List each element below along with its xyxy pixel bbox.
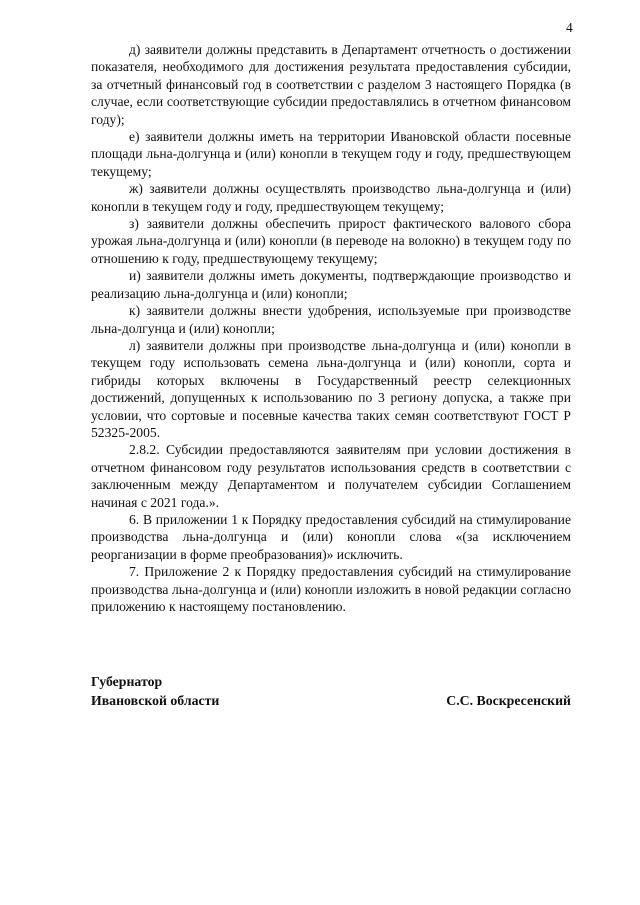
paragraph-zh: ж) заявители должны осуществлять производство льна-долгунца и (или) конопли в текущем году и году, предшествующем текущему; [91,181,571,214]
paragraph-d: д) заявители должны представить в Департамент отчетность о достижении показателя, необходимого для достижения результата предоставления субсидии, за отчетный финансовый год в соответствии с разделом 3 настоящего Порядка (в случае, если соответствующие субсидии предоставлялись в отчетном финансовом году); [91,42,571,127]
paragraph-6: 6. В приложении 1 к Порядку предоставления субсидий на стимулирование производства льна-долгунца и (или) конопли слова «(за исключением реорганизации в форме преобразования)» исключить. [91,511,571,562]
signatory-region: Ивановской области [91,693,220,708]
page-number: 4 [566,20,573,35]
paragraph-z: з) заявители должны обеспечить прирост фактического валового сбора урожая льна-долгунца и (или) конопли (в переводе на волокно) в текущем году по отношению к году, предшествующему текущему; [91,216,571,266]
paragraph-e: е) заявители должны иметь на территории Ивановской области посевные площади льна-долгунца и (или) конопли в текущем году и году, предшествующем текущему; [91,129,571,179]
paragraph-l: л) заявители должны при производстве льна-долгунца и (или) конопли в текущем году использовать семена льна-долгунца и (или) конопли, сорта и гибриды которых включены в Государственный реестр селекционных достижений, допущенных к использованию по 3 региону допуска, а также при условии, что сортовые и посевные качества таких семян соответствуют ГОСТ Р 52325-2005. [91,337,571,440]
paragraph-7: 7. Приложение 2 к Порядку предоставления субсидий на стимулирование производства льна-долгунца и (или) конопли изложить в новой редакции согласно приложению к настоящему постановлению. [91,564,571,614]
paragraph-k: к) заявители должны внести удобрения, используемые при производстве льна-долгунца и (или) конопли; [91,303,571,336]
document-body [91,41,571,615]
signatory-position [91,672,219,710]
paragraph-2-8-2: 2.8.2. Субсидии предоставляются заявителям при условии достижения в отчетном финансовом году результатов использования средств в соответствии с заключенным между Департаментом и получателем субсидии Соглашением начиная с 2021 года.». [91,442,571,510]
signatory-title: Губернатор [91,674,163,689]
signatory-name: С.С. Воскресенский [446,693,571,708]
paragraph-i: и) заявители должны иметь документы, подтверждающие производство и реализацию льна-долгунца и (или) конопли; [91,268,571,301]
